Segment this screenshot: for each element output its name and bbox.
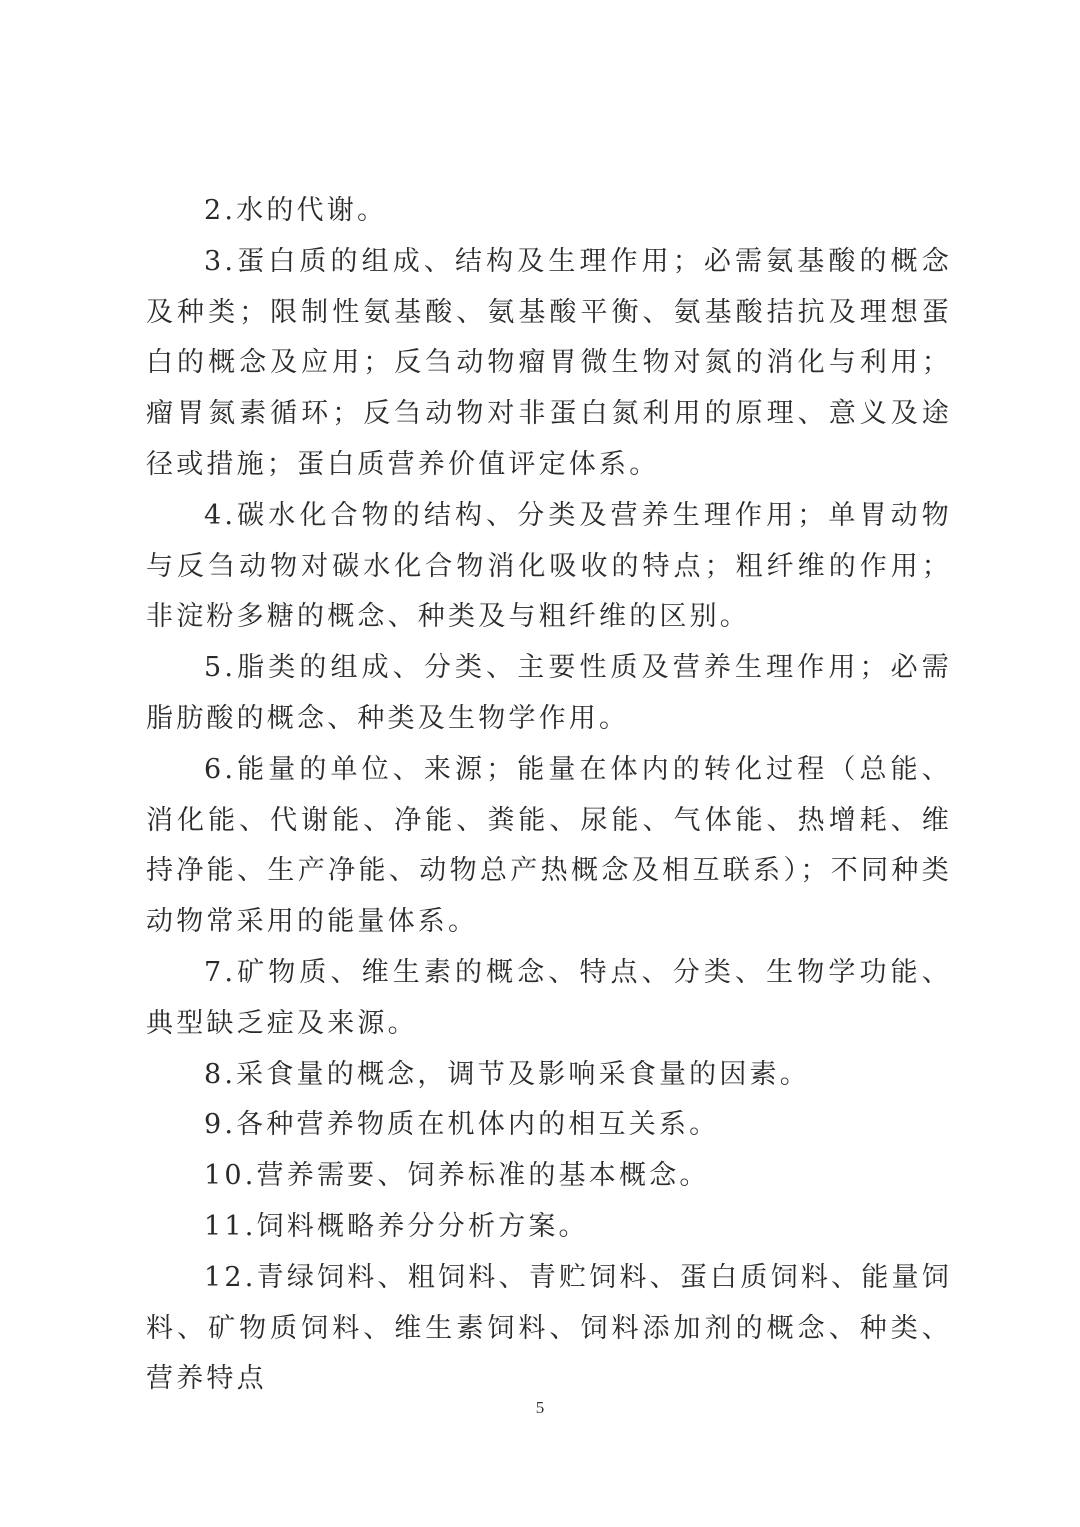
paragraph-item-4: 4.碳水化合物的结构、分类及营养生理作用；单胃动物与反刍动物对碳水化合物消化吸收的特点；粗纤维的作用；非淀粉多糖的概念、种类及与粗纤维的区别。	[146, 499, 952, 633]
paragraph-item-2: 2.水的代谢。	[204, 195, 388, 226]
paragraph-item-6: 6.能量的单位、来源；能量在体内的转化过程（总能、消化能、代谢能、净能、粪能、尿能、气体能、热增耗、维持净能、生产净能、动物总产热概念及相互联系）；不同种类动物常采用的能量体系。	[146, 753, 952, 938]
paragraph-item-10: 10.营养需要、饲养标准的基本概念。	[204, 1160, 710, 1192]
paragraph-item-8: 8.采食量的概念，调节及影响采食量的因素。	[204, 1058, 810, 1090]
paragraph-item-5: 5.脂类的组成、分类、主要性质及营养生理作用；必需脂肪酸的概念、种类及生物学作用。	[146, 652, 952, 734]
document-body	[146, 186, 952, 1405]
paragraph-item-12: 12.青绿饲料、粗饲料、青贮饲料、蛋白质饲料、能量饲料、矿物质饲料、维生素饲料、饲料添加剂的概念、种类、营养特点	[146, 1261, 952, 1395]
paragraph-item-11: 11.饲料概略养分分析方案。	[204, 1210, 589, 1242]
paragraph-item-9: 9.各种营养物质在机体内的相互关系。	[204, 1109, 720, 1141]
page-number: 5	[535, 1398, 545, 1417]
paragraph-item-7: 7.矿物质、维生素的概念、特点、分类、生物学功能、典型缺乏症及来源。	[146, 956, 952, 1039]
paragraph-item-3: 3.蛋白质的组成、结构及生理作用；必需氨基酸的概念及种类；限制性氨基酸、氨基酸平衡、氨基酸拮抗及理想蛋白的概念及应用；反刍动物瘤胃微生物对氮的消化与利用；瘤胃氮素循环；反刍动物对非蛋白氮利用的原理、意义及途径或措施；蛋白质营养价值评定体系。	[146, 245, 952, 480]
